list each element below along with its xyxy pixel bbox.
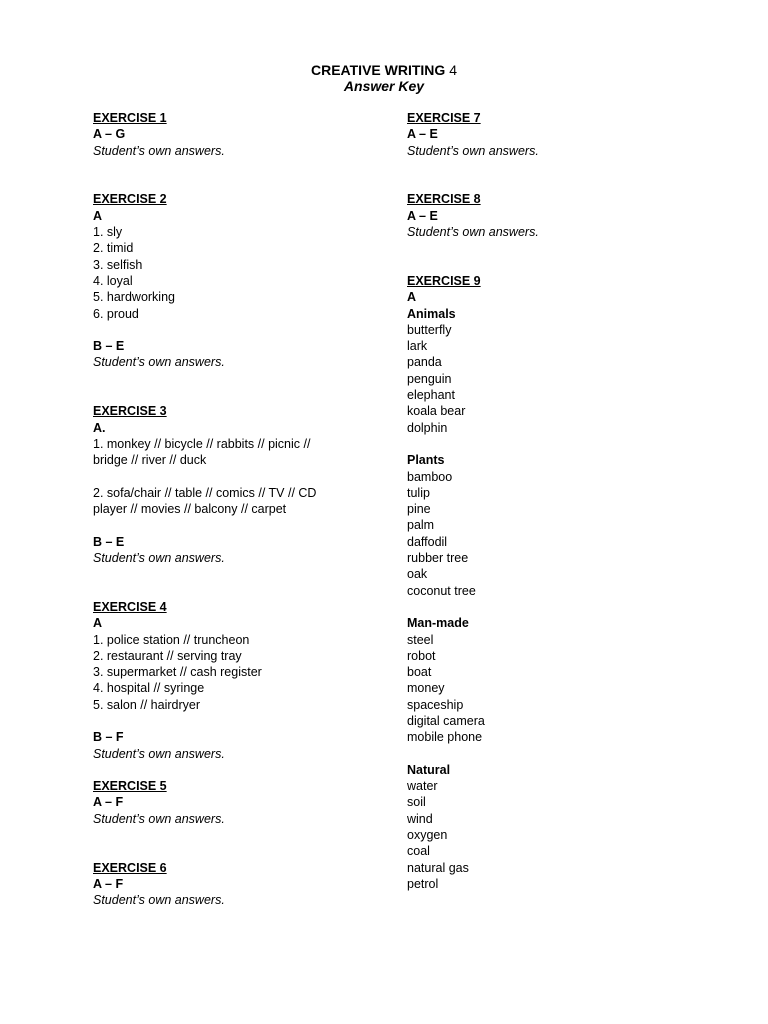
list-item: rubber tree <box>407 551 469 566</box>
answer-item: 3. supermarket // cash register <box>93 665 262 680</box>
exercise-range: B – F <box>93 730 124 745</box>
list-item: coal <box>407 844 430 859</box>
exercise-heading: EXERCISE 3 <box>93 404 167 419</box>
list-item: mobile phone <box>407 730 483 745</box>
exercise-range: A – E <box>407 208 438 223</box>
exercise-heading: EXERCISE 1 <box>93 111 167 125</box>
answer-item: 6. proud <box>93 306 139 321</box>
exercise-heading: EXERCISE 8 <box>407 192 481 207</box>
list-item: daffodil <box>407 534 448 549</box>
list-item: wind <box>407 811 433 826</box>
exercise-range: A – G <box>93 127 126 142</box>
list-item: penguin <box>407 371 452 386</box>
list-item: dolphin <box>407 420 448 435</box>
list-item: spaceship <box>407 697 464 712</box>
exercise-part: A <box>93 616 103 631</box>
list-item: money <box>407 681 445 696</box>
list-item: koala bear <box>407 404 466 419</box>
exercise-range: A – F <box>93 876 124 891</box>
exercise-part: A. <box>93 420 106 435</box>
right-column <box>407 110 707 892</box>
answer-item: 2. sofa/chair // table // comics // TV // CD <box>93 485 317 500</box>
exercise-note: Student’s own answers. <box>93 893 225 908</box>
list-item: palm <box>407 518 435 533</box>
answer-item: player // movies // balcony // carpet <box>93 502 287 517</box>
list-item: steel <box>407 632 434 647</box>
list-item: robot <box>407 648 436 663</box>
exercise-note: Student’s own answers. <box>93 746 225 761</box>
exercise-note: Student’s own answers. <box>407 143 539 158</box>
answer-item: 2. restaurant // serving tray <box>93 648 242 663</box>
exercise-range: A – E <box>407 127 438 142</box>
exercise-heading: EXERCISE 7 <box>407 111 481 125</box>
exercise-note: Student’s own answers. <box>93 811 225 826</box>
answer-item: 1. sly <box>93 225 123 240</box>
list-item: digital camera <box>407 713 485 728</box>
exercise-part: A <box>407 290 417 305</box>
answer-item: 4. hospital // syringe <box>93 681 205 696</box>
exercise-note: Student’s own answers. <box>93 551 225 566</box>
list-item: oak <box>407 567 428 582</box>
answer-item: 1. police station // truncheon <box>93 632 250 647</box>
exercise-part: A <box>93 208 103 223</box>
answer-item: 3. selfish <box>93 257 143 272</box>
list-item: elephant <box>407 388 455 403</box>
list-item: boat <box>407 665 432 680</box>
exercise-note: Student’s own answers. <box>407 225 539 240</box>
exercise-heading: EXERCISE 6 <box>93 860 167 875</box>
list-item: water <box>407 779 438 794</box>
exercise-note: Student’s own answers. <box>93 355 225 370</box>
list-item: natural gas <box>407 860 469 875</box>
exercise-range: B – E <box>93 339 125 354</box>
title-main: CREATIVE WRITING 4 <box>311 62 457 78</box>
exercise-heading: EXERCISE 9 <box>407 273 481 288</box>
exercise-range: B – E <box>93 534 125 549</box>
exercise-heading: EXERCISE 4 <box>93 599 167 614</box>
exercise-heading: EXERCISE 2 <box>93 192 167 207</box>
list-item: oxygen <box>407 828 448 843</box>
answer-item: 5. hardworking <box>93 290 175 305</box>
list-item: pine <box>407 502 431 517</box>
list-item: petrol <box>407 876 439 891</box>
left-column <box>93 110 393 909</box>
answer-item: 1. monkey // bicycle // rabbits // picnic // <box>93 436 311 451</box>
category-heading: Plants <box>407 453 445 468</box>
category-heading: Natural <box>407 762 451 777</box>
category-heading: Man-made <box>407 616 469 631</box>
exercise-note: Student’s own answers. <box>93 143 225 158</box>
list-item: soil <box>407 795 426 810</box>
answer-item: 5. salon // hairdryer <box>93 697 200 712</box>
list-item: butterfly <box>407 322 452 337</box>
document-title <box>0 62 768 94</box>
list-item: coconut tree <box>407 583 476 598</box>
list-item: lark <box>407 339 428 354</box>
list-item: tulip <box>407 485 430 500</box>
answer-item: bridge // river // duck <box>93 453 207 468</box>
title-sub: Answer Key <box>343 78 425 94</box>
answer-item: 4. loyal <box>93 273 133 288</box>
list-item: bamboo <box>407 469 453 484</box>
exercise-range: A – F <box>93 795 124 810</box>
exercise-heading: EXERCISE 5 <box>93 779 167 794</box>
list-item: panda <box>407 355 442 370</box>
category-heading: Animals <box>407 306 456 321</box>
answer-item: 2. timid <box>93 241 134 256</box>
